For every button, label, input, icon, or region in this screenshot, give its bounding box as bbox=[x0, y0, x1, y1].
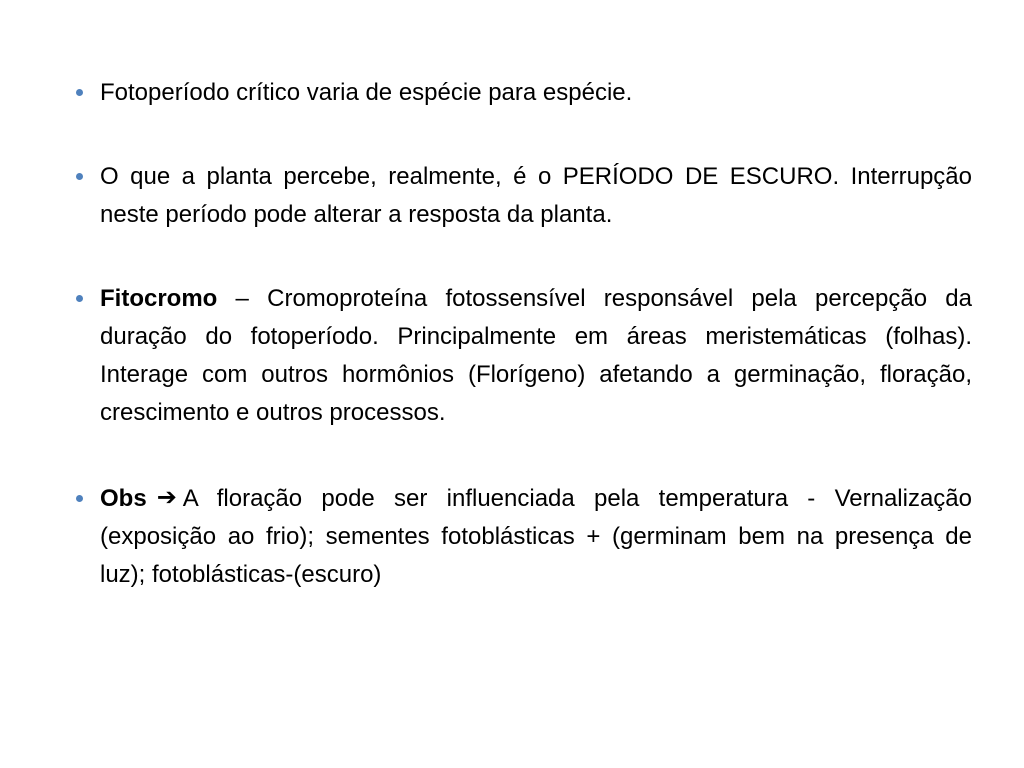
bullet-text: – Cromoproteína fotossensível responsável pela percepção da duração do fotoperíodo. Principalmente em áreas meristemáticas (folhas). Interage com outros hormônios (Florígeno) afetando a germinação, floração, crescimento e outros processos. bbox=[100, 285, 972, 426]
bullet-item-obs bbox=[76, 480, 972, 594]
bullet-dot-icon bbox=[76, 173, 83, 180]
bullet-dot-icon bbox=[76, 89, 83, 96]
bullet-text: O que a planta percebe, realmente, é o PERÍODO DE ESCURO. Interrupção neste período pode alterar a resposta da planta. bbox=[100, 163, 972, 228]
bullet-text: A floração pode ser influenciada pela temperatura - Vernalização (exposição ao frio); sementes fotoblásticas + (germinam bem na presença de luz); fotoblásticas-(escuro) bbox=[100, 485, 972, 588]
bullet-dot-icon bbox=[76, 495, 83, 502]
bullet-dot-icon bbox=[76, 295, 83, 302]
bullet-term: Obs bbox=[100, 485, 147, 512]
bullet-list bbox=[76, 74, 972, 638]
bullet-term: Fitocromo bbox=[100, 285, 218, 312]
bullet-item-fotoperiodo bbox=[76, 74, 972, 112]
bullet-item-periodo-de-escuro bbox=[76, 158, 972, 234]
bullet-item-fitocromo bbox=[76, 280, 972, 432]
bullet-text: Fotoperíodo crítico varia de espécie para espécie. bbox=[100, 79, 633, 106]
right-arrow-icon: ➔ bbox=[156, 484, 177, 511]
